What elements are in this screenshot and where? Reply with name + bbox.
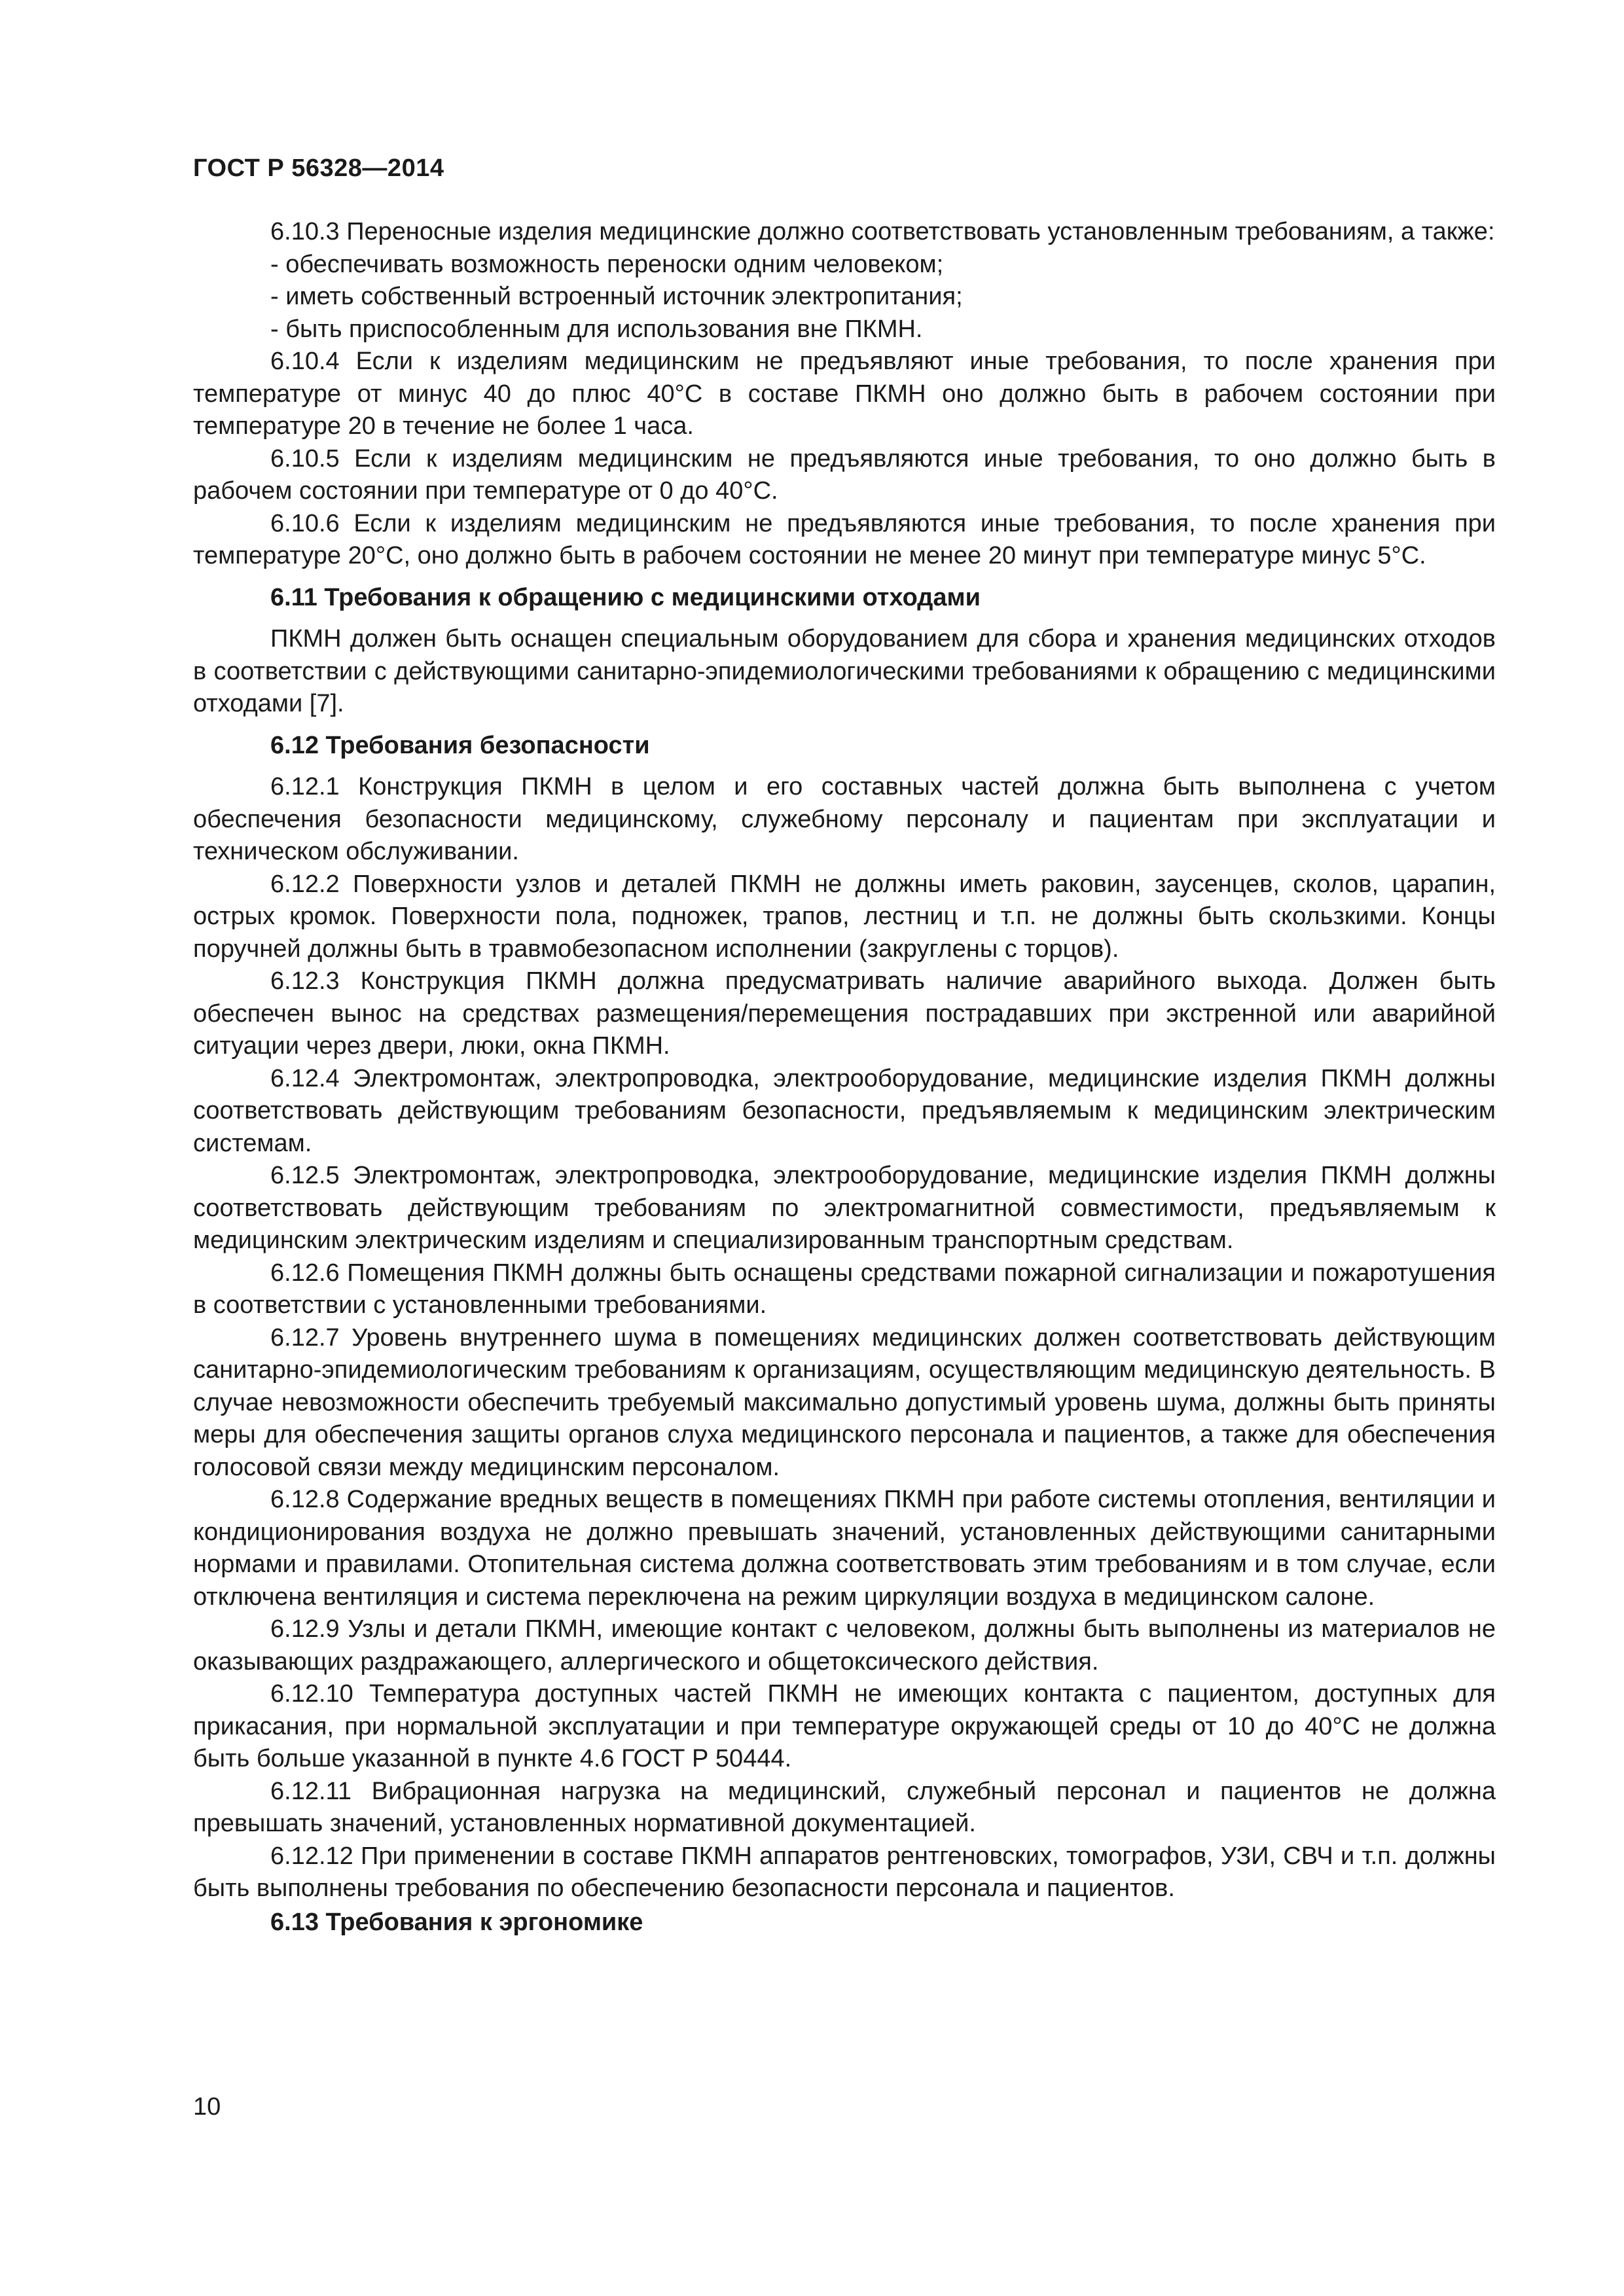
bullet-item: - обеспечивать возможность переноски одним человеком;	[270, 250, 944, 278]
section-heading-6-11: 6.11 Требования к обращению с медицинскими отходами	[270, 583, 981, 611]
clause-6-12-11: 6.12.11 Вибрационная нагрузка на медицинский, служебный персонал и пациентов не должна превышать значений, установленных нормативной документацией.	[193, 1777, 1496, 1837]
clause-6-12-8: 6.12.8 Содержание вредных веществ в помещениях ПКМН при работе системы отопления, вентиляции и кондиционирования воздуха не должно превышать значений, установленных действующими санитарными нормами и правилами. Отопительная система должна соответствовать этим требованиям и в том случае, если отключена вентиляция и система переключена на режим циркуляции воздуха в медицинском салоне.	[193, 1486, 1496, 1611]
clause-6-10-4: 6.10.4 Если к изделиям медицинским не предъявляют иные требования, то после хранения при температуре от минус 40 до плюс 40°С в составе ПКМН оно должно быть в рабочем состоянии при температуре 20 в течение не более 1 часа.	[193, 348, 1496, 440]
clause-6-12-10: 6.12.10 Температура доступных частей ПКМН не имеющих контакта с пациентом, доступных для прикасания, при нормальной эксплуатации и при температуре окружающей среды от 10 до 40°С не должна быть больше указанной в пункте 4.6 ГОСТ Р 50444.	[193, 1680, 1496, 1772]
document-body	[193, 216, 1496, 1939]
section-heading-6-12: 6.12 Требования безопасности	[270, 731, 650, 759]
clause-6-12-2: 6.12.2 Поверхности узлов и деталей ПКМН не должны иметь раковин, заусенцев, сколов, царапин, острых кромок. Поверхности пола, подножек, трапов, лестниц и т.п. не должны быть скользкими. Концы поручней должны быть в травмобезопасном исполнении (закруглены с торцов).	[193, 870, 1496, 963]
bullet-item: - быть приспособленным для использования вне ПКМН.	[270, 315, 923, 343]
clause-6-12-4: 6.12.4 Электромонтаж, электропроводка, электрооборудование, медицинские изделия ПКМН должны соответствовать действующим требованиям безопасности, предъявляемым к медицинским электрическим системам.	[193, 1064, 1496, 1157]
clause-6-10-5: 6.10.5 Если к изделиям медицинским не предъявляются иные требования, то оно должно быть в рабочем состоянии при температуре от 0 до 40°С.	[193, 444, 1496, 505]
clause-6-10-3: 6.10.3 Переносные изделия медицинские должно соответствовать установленным требованиям, а также:	[270, 218, 1495, 245]
clause-6-11: ПКМН должен быть оснащен специальным оборудованием для сбора и хранения медицинских отходов в соответствии с действующими санитарно-эпидемиологическими требованиями к обращению с медицинскими отходами [7].	[193, 625, 1496, 717]
clause-6-12-5: 6.12.5 Электромонтаж, электропроводка, электрооборудование, медицинские изделия ПКМН должны соответствовать действующим требованиям по электромагнитной совместимости, предъявляемым к медицинским электрическим изделиям и специализированным транспортным средствам.	[193, 1162, 1496, 1254]
clause-6-12-3: 6.12.3 Конструкция ПКМН должна предусматривать наличие аварийного выхода. Должен быть обеспечен вынос на средствах размещения/перемещения пострадавших при экстренной или аварийной ситуации через двери, люки, окна ПКМН.	[193, 967, 1496, 1060]
clause-6-12-7: 6.12.7 Уровень внутреннего шума в помещениях медицинских должен соответствовать действующим санитарно-эпидемиологическим требованиям к организациям, осуществляющим медицинскую деятельность. В случае невозможности обеспечить требуемый максимально допустимый уровень шума, должны быть приняты меры для обеспечения защиты органов слуха медицинского персонала и пациентов, а также для обеспечения голосовой связи между медицинским персоналом.	[193, 1323, 1496, 1481]
section-heading-6-13: 6.13 Требования к эргономике	[270, 1908, 643, 1936]
clause-6-10-6: 6.10.6 Если к изделиям медицинским не предъявляются иные требования, то после хранения при температуре 20°С, оно должно быть в рабочем состоянии не менее 20 минут при температуре минус 5°С.	[193, 509, 1496, 569]
document-header: ГОСТ Р 56328—2014	[193, 154, 444, 182]
clause-6-12-1: 6.12.1 Конструкция ПКМН в целом и его составных частей должна быть выполнена с учетом обеспечения безопасности медицинскому, служебному персоналу и пациентам при эксплуатации и техническом обслуживании.	[193, 773, 1496, 865]
clause-6-12-12: 6.12.12 При применении в составе ПКМН аппаратов рентгеновских, томографов, УЗИ, СВЧ и т.п. должны быть выполнены требования по обеспечению безопасности персонала и пациентов.	[193, 1842, 1496, 1902]
page-number: 10	[193, 2093, 221, 2121]
clause-6-12-9: 6.12.9 Узлы и детали ПКМН, имеющие контакт с человеком, должны быть выполнены из материалов не оказывающих раздражающего, аллергического и общетоксического действия.	[193, 1615, 1496, 1676]
clause-6-12-6: 6.12.6 Помещения ПКМН должны быть оснащены средствами пожарной сигнализации и пожаротушения в соответствии с установленными требованиями.	[193, 1259, 1496, 1319]
bullet-item: - иметь собственный встроенный источник электропитания;	[270, 283, 963, 310]
